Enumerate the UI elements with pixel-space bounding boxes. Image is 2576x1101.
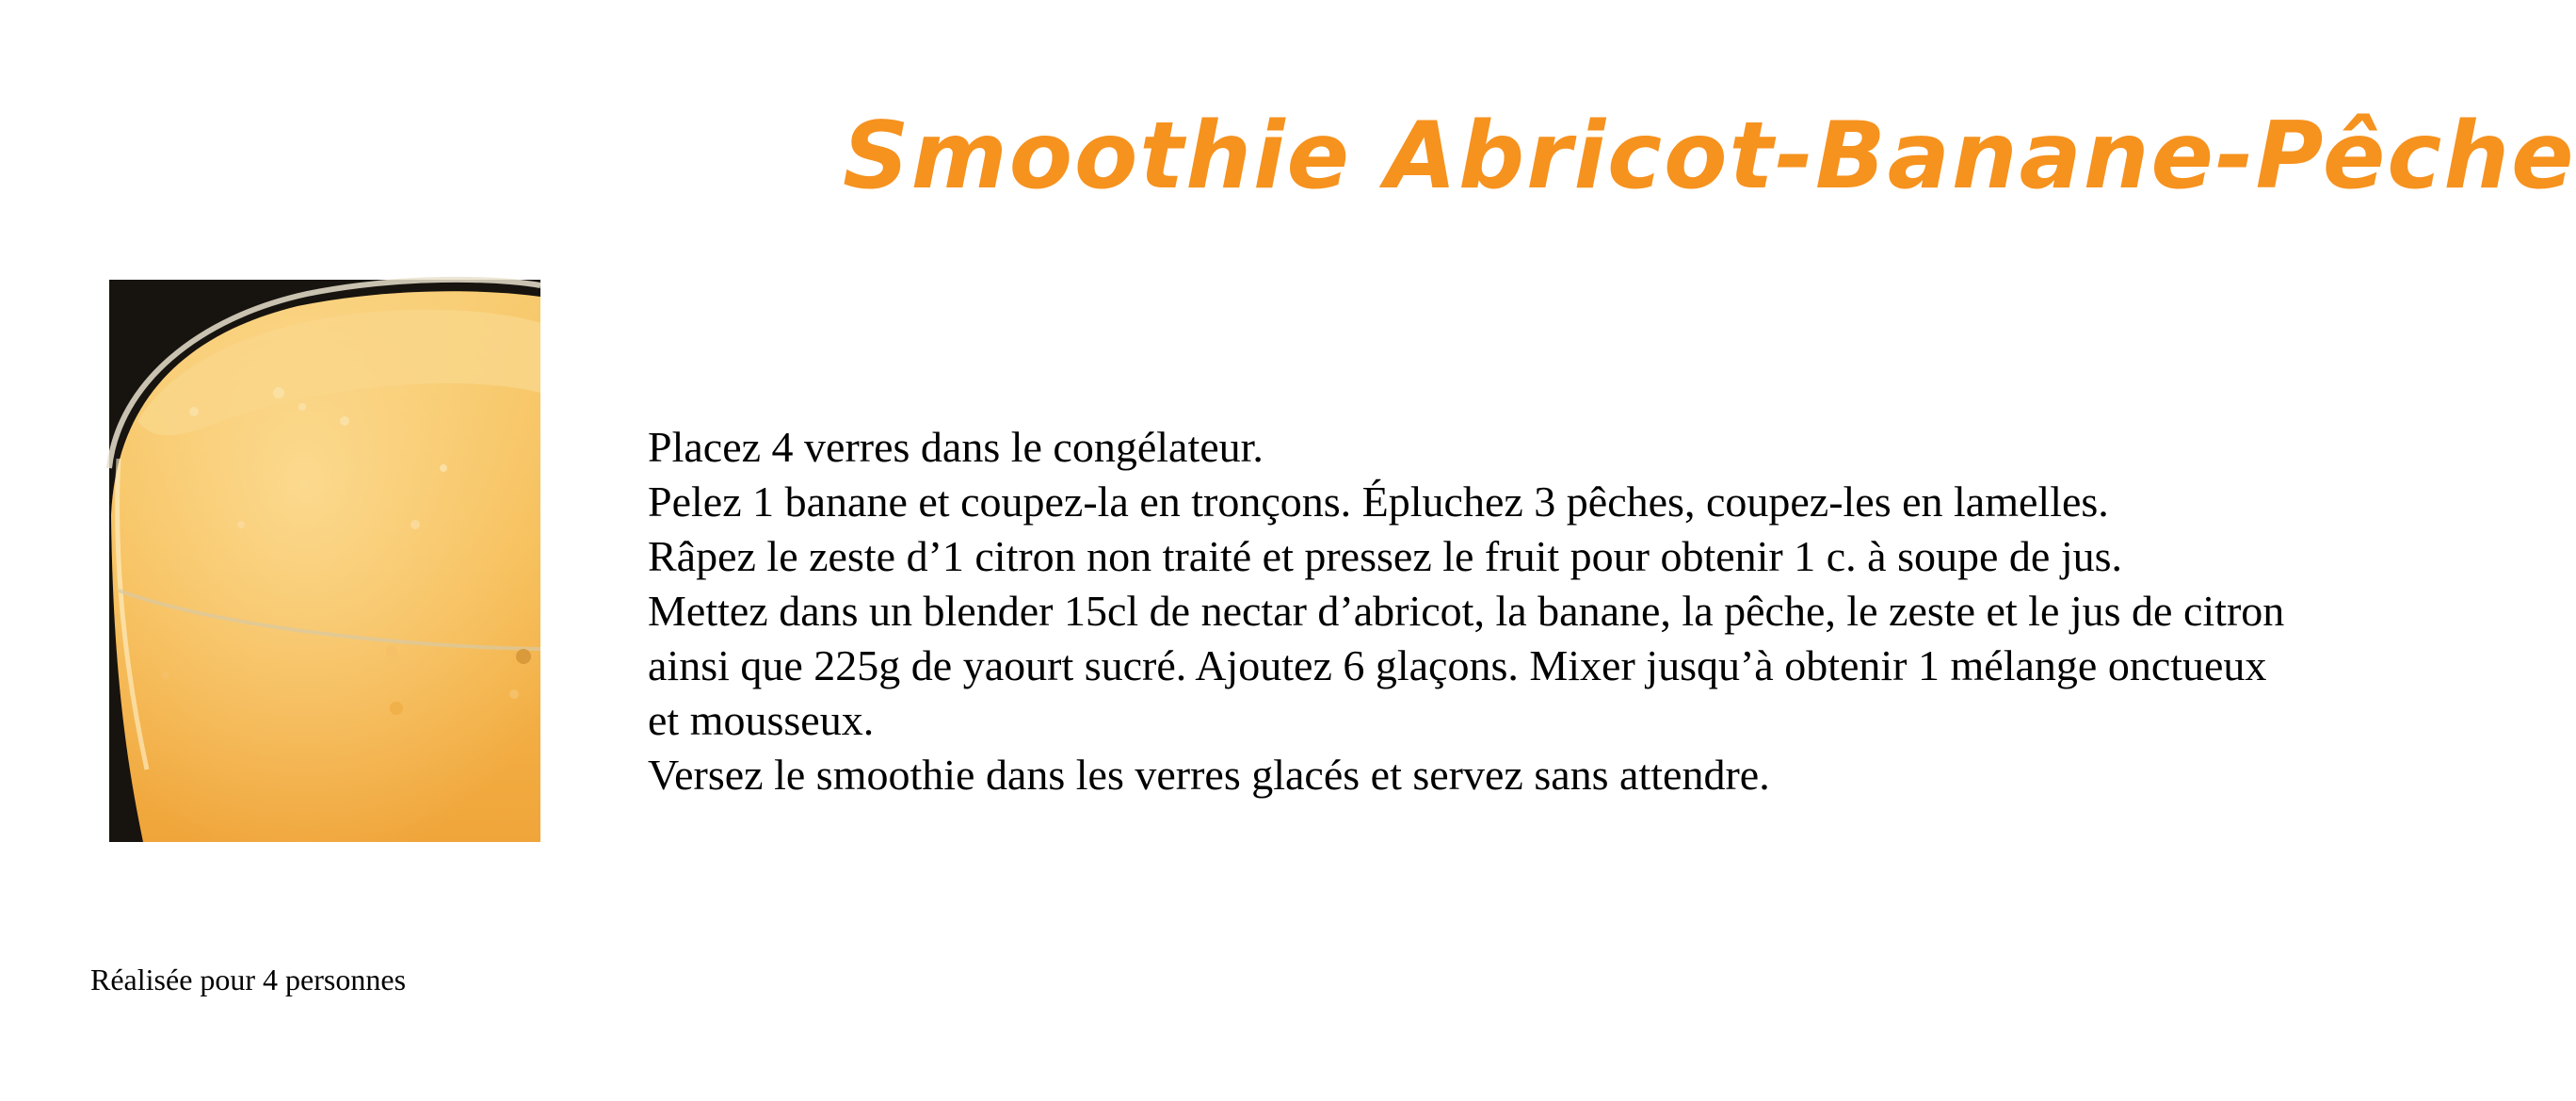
- recipe-step: Pelez 1 banane et coupez-la en tronçons. Épluchez 3 pêches, coupez-les en lamelles.: [648, 478, 2109, 526]
- recipe-steps: [648, 420, 2286, 802]
- recipe-step: Placez 4 verres dans le congélateur.: [648, 423, 1264, 471]
- servings-note: Réalisée pour 4 personnes: [90, 963, 407, 996]
- recipe-title: Smoothie Abricot-Banane-Pêche: [843, 103, 2576, 210]
- recipe-step: Mettez dans un blender 15cl de nectar d’abricot, la banane, la pêche, le zeste et le jus de citron ainsi que 225g de yaourt sucré. Ajoutez 6 glaçons. Mixer jusqu’à obtenir 1 mélange onctueux et mousseux.: [648, 587, 2285, 744]
- recipe-step: Versez le smoothie dans les verres glacés et servez sans attendre.: [648, 751, 1770, 799]
- recipe-step: Râpez le zeste d’1 citron non traité et pressez le fruit pour obtenir 1 c. à soupe de jus.: [648, 532, 2122, 580]
- smoothie-photo: [109, 280, 540, 842]
